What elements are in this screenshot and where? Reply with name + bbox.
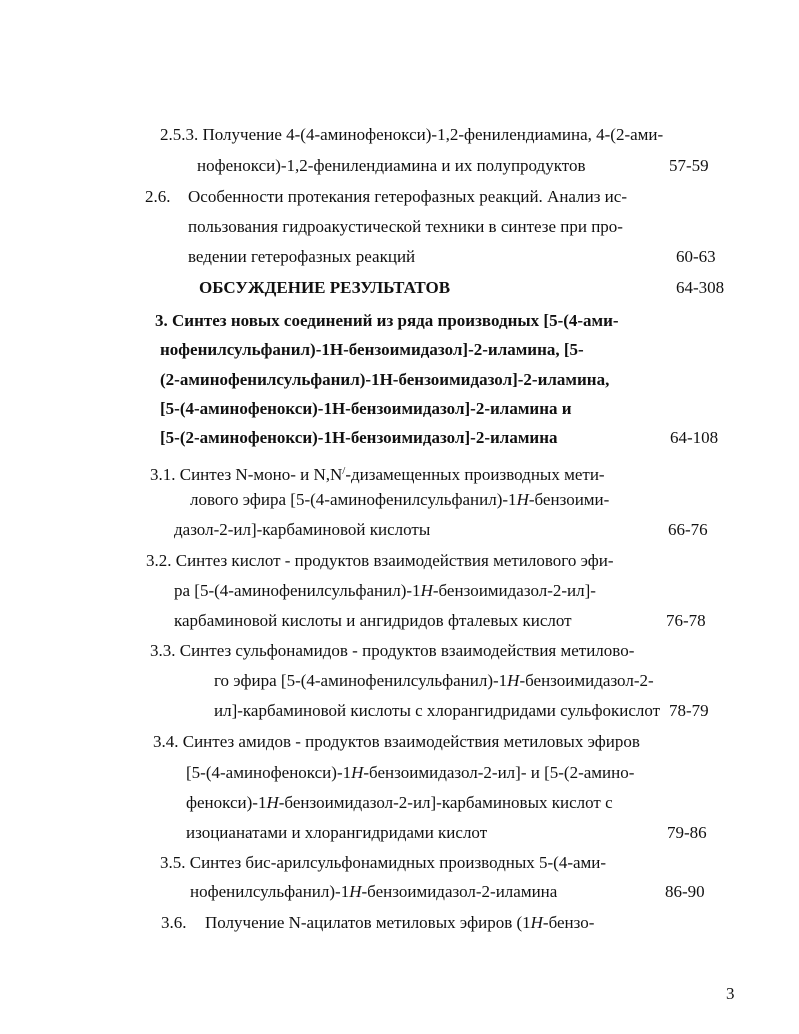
toc-entry-2-5-3-line-2: нофенокси)-1,2-фенилендиамина и их полупродуктов (197, 156, 586, 175)
italic-h: Н (530, 913, 543, 932)
toc-entry-3-line-2: нофенилсульфанил)-1Н-бензоимидазол]-2-иламина, [5- (160, 340, 584, 359)
toc-entry-3-6-line-1-part-a: Получение N-ацилатов метиловых эфиров (1 (205, 913, 531, 932)
toc-entry-3-1-line-3: дазол-2-ил]-карбаминовой кислоты (174, 520, 431, 539)
toc-entry-3-5-line-2-part-a: нофенилсульфанил)-1 (190, 882, 350, 901)
italic-h: Н (351, 763, 364, 782)
toc-entry-3-3-pages: 78-79 (669, 701, 709, 720)
toc-entry-3-4-line-3-part-a: фенокси)-1 (186, 793, 267, 812)
section-heading-discussion-pages: 64-308 (676, 278, 725, 297)
italic-h: Н (266, 793, 279, 812)
toc-entry-3-4-line-2 (186, 762, 634, 784)
italic-h: Н (349, 882, 362, 901)
toc-entry-3-line-5: [5-(2-аминофенокси)-1Н-бензоимидазол]-2-иламина (160, 428, 558, 447)
toc-entry-3-2-line-1: 3.2. Синтез кислот - продуктов взаимодействия метилового эфи- (146, 551, 614, 570)
toc-entry-3-5-line-2 (190, 881, 557, 903)
toc-entry-3-4-line-2-part-a: [5-(4-аминофенокси)-1 (186, 763, 352, 782)
toc-entry-3-1-line-2-part-a: лового эфира [5-(4-аминофенилсульфанил)-1 (190, 490, 517, 509)
toc-entry-3-line-4: [5-(4-аминофенокси)-1Н-бензоимидазол]-2-иламина и (160, 399, 572, 418)
toc-entry-3-3-line-1: 3.3. Синтез сульфонамидов - продуктов взаимодействия метилово- (150, 641, 635, 660)
toc-entry-3-2-line-2 (174, 580, 596, 602)
toc-entry-2-6-pages: 60-63 (676, 247, 716, 266)
toc-entry-2-6-line-3: ведении гетерофазных реакций (188, 247, 416, 266)
toc-entry-3-2-line-2-part-a: ра [5-(4-аминофенилсульфанил)-1 (174, 581, 421, 600)
toc-entry-3-6-number: 3.6. (161, 913, 187, 932)
toc-entry-3-1-pages: 66-76 (668, 520, 708, 539)
toc-entry-3-4-pages: 79-86 (667, 823, 707, 842)
toc-entry-3-4-line-3 (186, 792, 613, 814)
section-heading-discussion: ОБСУЖДЕНИЕ РЕЗУЛЬТАТОВ (199, 278, 451, 297)
toc-entry-3-1-line-2-part-b: -бензоими- (528, 490, 610, 509)
toc-entry-3-line-3: (2-аминофенилсульфанил)-1Н-бензоимидазол]-2-иламина, (160, 370, 610, 389)
toc-entry-3-line-1: 3. Синтез новых соединений из ряда производных [5-(4-ами- (155, 311, 619, 330)
toc-entry-3-2-pages: 76-78 (666, 611, 706, 630)
toc-entry-3-3-line-2-part-a: го эфира [5-(4-аминофенилсульфанил)-1 (214, 671, 508, 690)
toc-entry-3-2-line-2-part-b: -бензоимидазол-2-ил]- (432, 581, 596, 600)
toc-entry-3-1-line-1-part-a: 3.1. Синтез N-моно- и N,N (150, 465, 343, 484)
toc-entry-3-4-line-2-part-b: -бензоимидазол-2-ил]- и [5-(2-амино- (363, 763, 635, 782)
toc-entry-3-6-line-1-part-b: -бензо- (542, 913, 595, 932)
toc-entry-3-5-pages: 86-90 (665, 882, 705, 901)
toc-entry-3-5-line-1: 3.5. Синтез бис-арилсульфонамидных производных 5-(4-ами- (160, 853, 607, 872)
toc-entry-3-pages: 64-108 (670, 428, 719, 447)
toc-entry-3-3-line-2 (214, 670, 654, 692)
toc-entry-3-3-line-2-part-b: -бензоимидазол-2- (519, 671, 654, 690)
toc-entry-2-5-3-pages: 57-59 (669, 156, 709, 175)
toc-entry-2-6-line-1: Особенности протекания гетерофазных реакций. Анализ ис- (188, 187, 627, 206)
toc-entry-3-4-line-3-part-b: -бензоимидазол-2-ил]-карбаминовых кислот с (278, 793, 613, 812)
toc-entry-3-1-line-2 (190, 489, 609, 511)
toc-entry-3-6-line-1 (205, 912, 594, 934)
toc-entry-3-5-line-2-part-b: -бензоимидазол-2-иламина (361, 882, 558, 901)
prime-mark: / (342, 465, 346, 477)
toc-entry-3-1-line-1 (150, 460, 605, 486)
italic-h: Н (516, 490, 529, 509)
toc-entry-3-2-line-3: карбаминовой кислоты и ангидридов фталевых кислот (174, 611, 572, 630)
toc-entry-3-1-line-1-part-b: -дизамещенных производных мети- (345, 465, 605, 484)
toc-entry-2-6-number: 2.6. (145, 187, 171, 206)
page-number: 3 (726, 984, 735, 1003)
toc-entry-2-5-3-line-1: 2.5.3. Получение 4-(4-аминофенокси)-1,2-фенилендиамина, 4-(2-ами- (160, 125, 664, 144)
italic-h: Н (420, 581, 433, 600)
toc-entry-2-6-line-2: пользования гидроакустической техники в синтезе при про- (188, 217, 623, 236)
toc-entry-3-4-line-1: 3.4. Синтез амидов - продуктов взаимодействия метиловых эфиров (153, 732, 640, 751)
toc-entry-3-4-line-4: изоцианатами и хлорангидридами кислот (186, 823, 488, 842)
italic-h: Н (507, 671, 520, 690)
toc-entry-3-3-line-3: ил]-карбаминовой кислоты с хлорангидридами сульфокислот (214, 701, 661, 720)
